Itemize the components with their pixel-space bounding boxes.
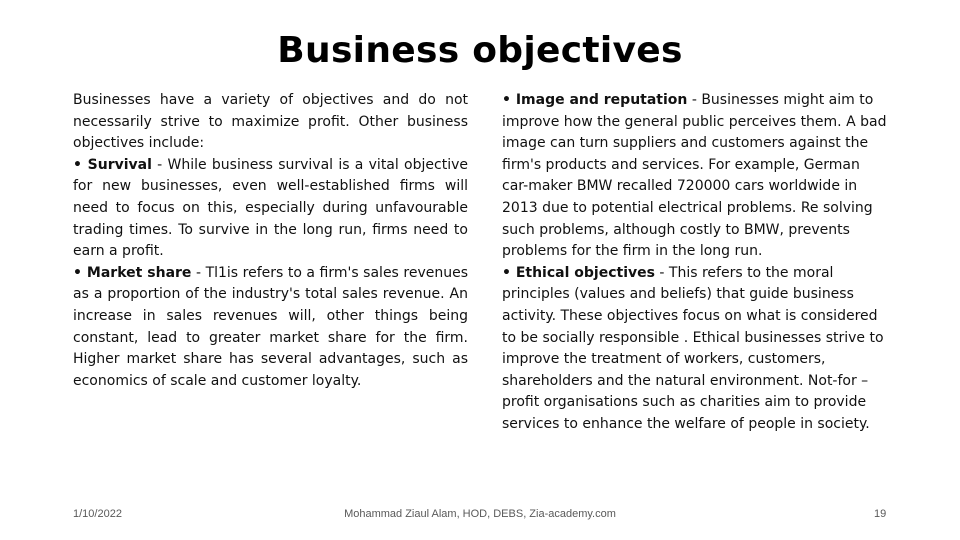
slide-title: Business objectives bbox=[277, 30, 683, 71]
left-text-column bbox=[73, 90, 468, 392]
survival-paragraph bbox=[73, 155, 468, 263]
footer-author: Mohammad Ziaul Alam, HOD, DEBS, Zia-academy.com bbox=[344, 508, 616, 520]
ethical-objectives-text: - This refers to the moral principles (values and beliefs) that guide business activity. These objectives focus on what is considered to be socially responsible . Ethical businesses strive to improve the treatment of workers, customers, shareholders and the natural environment. Not-for –profit organisations such as charities aim to provide services to enhance the welfare of people in society. bbox=[502, 264, 884, 432]
market-share-label: • Market share bbox=[73, 264, 192, 281]
survival-text: - While business survival is a vital objective for new businesses, even well-established firms will need to focus on this, especially during unfavourable trading times. To survive in the long run, firms need to earn a profit. bbox=[73, 156, 468, 260]
ethical-objectives-paragraph bbox=[502, 263, 888, 436]
image-reputation-text: - Businesses might aim to improve how the general public perceives them. A bad image can turn suppliers and customers against the firm's products and services. For example, German car-maker BMW recalled 720000 cars worldwide in 2013 due to potential electrical problems. Re solving such problems, although costly to BMW, prevents problems for the firm in the long run. bbox=[502, 92, 887, 260]
right-text-column bbox=[502, 90, 888, 436]
image-reputation-label: • Image and reputation bbox=[502, 92, 688, 108]
market-share-text: - Tl1is refers to a firm's sales revenues as a proportion of the industry's total sales revenue. An increase in sales revenues will, other things being constant, lead to greater market share for the firm. Higher market share has several advantages, such as economics of scale and customer loyalty. bbox=[73, 264, 469, 389]
footer-date: 1/10/2022 bbox=[73, 508, 122, 520]
slide-number: 19 bbox=[874, 508, 887, 520]
survival-label: • Survival bbox=[73, 156, 152, 173]
ethical-objectives-label: • Ethical objectives bbox=[502, 264, 655, 281]
image-reputation-paragraph bbox=[502, 90, 888, 263]
market-share-paragraph bbox=[73, 263, 468, 393]
intro-paragraph: Businesses have a variety of objectives and do not necessarily strive to maximize profit. Other business objectives include: bbox=[73, 92, 468, 152]
